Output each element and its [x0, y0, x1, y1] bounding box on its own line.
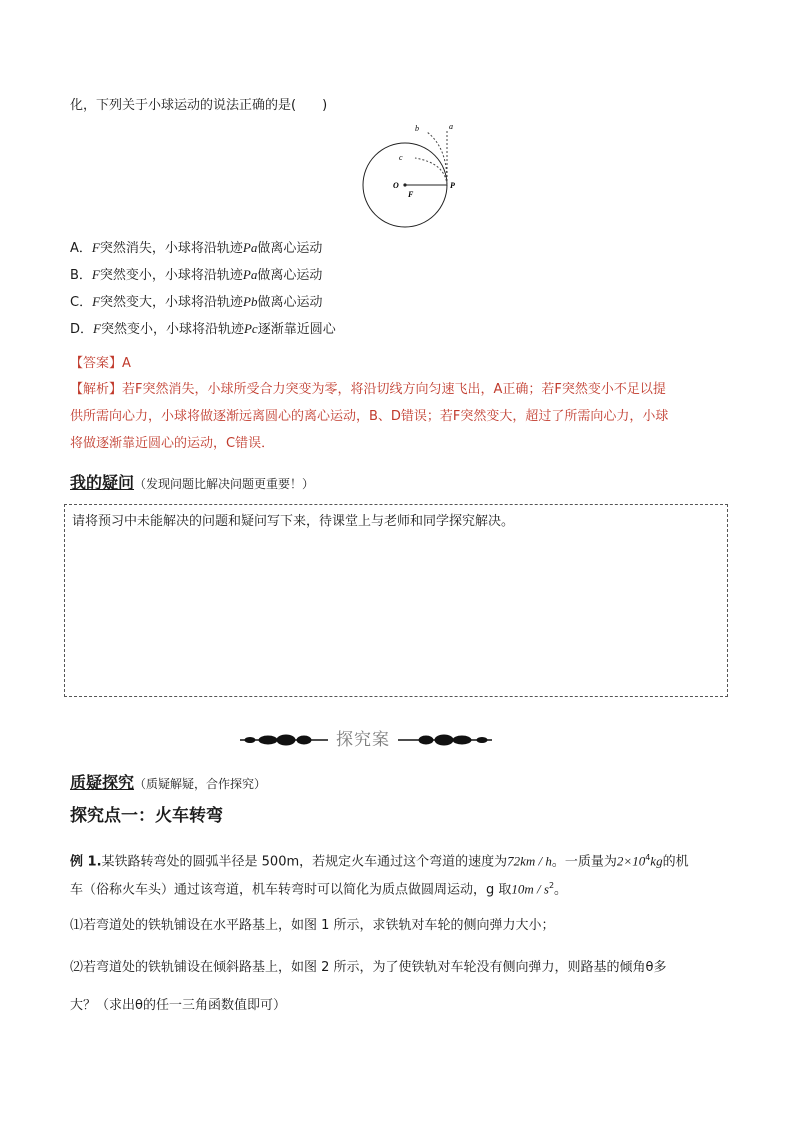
sub-question-1: ⑴若弯道处的铁轨铺设在水平路基上，如图 1 所示，求铁轨对车轮的侧向弹力大小； [70, 918, 555, 933]
explore-subtitle: （质疑解疑，合作探究） [134, 777, 267, 791]
my-questions-heading [70, 472, 314, 494]
answer-label: 【答案】 [70, 356, 123, 371]
center-point [403, 183, 406, 186]
answer-line [70, 354, 131, 374]
label-b: b [415, 124, 419, 133]
option-d: D．F突然变小，小球将沿轨迹Pc逐渐靠近圆心 [70, 321, 336, 337]
label-a: a [449, 122, 453, 131]
label-f: F [408, 190, 414, 199]
analysis-line-2: 供所需向心力，小球将做逐渐远离圆心的离心运动，B、D错误；若F突然变大，超过了所需向心力，小球 [70, 409, 669, 424]
banner-title: 探究案 [336, 730, 390, 750]
explore-heading [70, 772, 266, 794]
path-c [415, 158, 447, 185]
right-flourish [398, 735, 492, 745]
left-flourish [240, 735, 328, 745]
analysis-line-1: 【解析】若F突然消失，小球所受合力突变为零，将沿切线方向匀速飞出，A正确；若F突然变小不足以提 [70, 382, 666, 397]
answer-value: A [122, 356, 131, 371]
label-c: c [399, 153, 403, 162]
sub-question-2-line-2: 大？（求出θ的任一三角函数值即可） [70, 998, 286, 1013]
analysis-label: 【解析】 [70, 382, 123, 397]
example-line-2: 车（俗称火车头）通过该弯道，机车转弯时可以简化为质点做圆周运动，g 取$10m / s^2$。 [70, 881, 568, 898]
questions-box-prompt: 请将预习中未能解决的问题和疑问写下来，待课堂上与老师和同学探究解决。 [72, 514, 515, 529]
mass-value: 2×10 [616, 853, 646, 869]
circular-motion-figure [355, 118, 465, 230]
example-line-1: 例 1.某铁路转弯处的圆弧半径是 500m，若规定火车通过这个弯道的速度为72km / h。一质量为$2\times 10^4kg$的机 [70, 853, 689, 870]
questions-box[interactable] [64, 504, 728, 697]
my-questions-subtitle: （发现问题比解决问题更重要！） [134, 477, 315, 491]
question-stem: 化，下列关于小球运动的说法正确的是( ) [70, 98, 328, 113]
g-value: 10m / s [511, 881, 549, 897]
my-questions-title: 我的疑问 [70, 473, 135, 492]
option-b: B．F突然变小，小球将沿轨迹Pa做离心运动 [70, 267, 323, 283]
explore-point-title: 探究点一：火车转弯 [70, 806, 223, 826]
option-a: A．F突然消失，小球将沿轨迹Pa做离心运动 [70, 240, 323, 256]
speed-value: 72km / h [507, 853, 552, 869]
sub-question-2-line-1: ⑵若弯道处的铁轨铺设在倾斜路基上，如图 2 所示，为了使铁轨对车轮没有侧向弹力，则路基的倾角θ多 [70, 960, 667, 975]
example-label: 例 1. [70, 854, 102, 870]
label-o: O [393, 181, 399, 190]
analysis-line-3: 将做逐渐靠近圆心的运动，C错误． [70, 436, 275, 451]
option-c: C．F突然变大，小球将沿轨迹Pb做离心运动 [70, 294, 323, 310]
explore-title: 质疑探究 [70, 773, 135, 792]
label-p: P [450, 181, 455, 190]
